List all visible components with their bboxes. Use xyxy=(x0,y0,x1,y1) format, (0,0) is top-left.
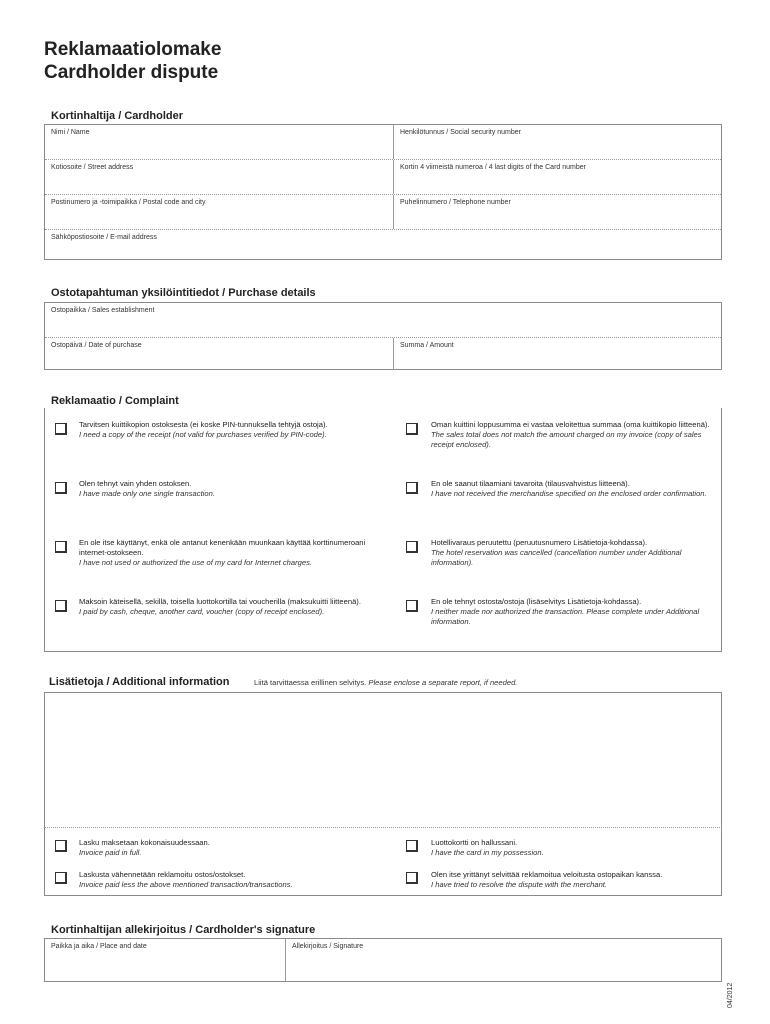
signature-label: Allekirjoitus / Signature xyxy=(292,943,364,950)
additional-checkbox-1[interactable] xyxy=(55,840,67,852)
phone-field[interactable] xyxy=(393,195,721,229)
additional-option-3: Luottokortti on hallussani. I have the card in my possession. xyxy=(431,838,544,857)
place-date-field[interactable] xyxy=(45,939,285,981)
additional-checkbox-4[interactable] xyxy=(406,872,418,884)
card-digits-label: Kortin 4 viimeistä numeroa / 4 last digits of the Card number xyxy=(400,164,586,171)
complaint-checkbox-7[interactable] xyxy=(406,541,418,553)
complaint-checkbox-2[interactable] xyxy=(55,482,67,494)
email-label: Sähköpostiosoite / E-mail address xyxy=(51,234,157,241)
street-field[interactable] xyxy=(45,160,393,194)
additional-note: Liitä tarvittaessa erillinen selvitys. Please enclose a separate report, if needed. xyxy=(254,678,518,687)
complaint-checkbox-1[interactable] xyxy=(55,423,67,435)
complaint-checkbox-5[interactable] xyxy=(406,423,418,435)
form-title-en: Cardholder dispute xyxy=(44,62,219,83)
complaint-option-7: Hotellivaraus peruutettu (peruutusnumero Lisätietoja-kohdassa). The hotel reservation was cancelled (cancellation number under Additional information). xyxy=(431,538,682,567)
additional-option-2: Laskusta vähennetään reklamoitu ostos/ostokset. Invoice paid less the above mentioned transaction/transactions. xyxy=(79,870,293,889)
amount-field[interactable] xyxy=(393,338,721,370)
establishment-label: Ostopaikka / Sales establishment xyxy=(51,307,155,314)
version-code: 04/2012 xyxy=(727,982,734,1008)
complaint-checkbox-3[interactable] xyxy=(55,541,67,553)
signature-field[interactable] xyxy=(285,939,721,981)
purchase-heading: Ostotapahtuman yksilöintitiedot / Purchase details xyxy=(51,287,316,299)
email-field[interactable] xyxy=(45,230,721,262)
additional-option-4: Olen itse yrittänyt selvittää reklamoitua veloitusta ostopaikan kanssa. I have tried to resolve the dispute with the merchant. xyxy=(431,870,663,889)
complaint-option-6: En ole saanut tilaamiani tavaroita (tilausvahvistus liitteenä). I have not received the merchandise specified on the enclosed order confirmation. xyxy=(431,479,707,498)
purchase-box xyxy=(44,302,722,370)
cardholder-heading: Kortinhaltija / Cardholder xyxy=(51,110,184,122)
complaint-heading: Reklamaatio / Complaint xyxy=(51,395,179,407)
complaint-option-1: Tarvitsen kuittikopion ostoksesta (ei koske PIN-tunnuksella tehtyjä ostoja). I need a copy of the receipt (not valid for purchases verified by PIN-code). xyxy=(79,420,328,439)
complaint-checkbox-4[interactable] xyxy=(55,600,67,612)
additional-checkbox-3[interactable] xyxy=(406,840,418,852)
form-title-fi: Reklamaatiolomake xyxy=(44,39,222,60)
postal-field[interactable] xyxy=(45,195,393,229)
street-label: Kotiosoite / Street address xyxy=(51,164,134,171)
place-date-label: Paikka ja aika / Place and date xyxy=(51,943,147,950)
complaint-checkbox-8[interactable] xyxy=(406,600,418,612)
complaint-option-3: En ole itse käyttänyt, enkä ole antanut kenenkään muunkaan käyttää korttinumeroani internet-ostokseen. I have not used or authorized the use of my card for Internet charges. xyxy=(79,538,366,567)
ssn-label: Henkilötunnus / Social security number xyxy=(400,129,522,136)
complaint-option-4: Maksoin käteisellä, sekillä, toisella luottokortilla tai voucherilla (maksukuitti liitteenä). I paid by cash, cheque, another card, voucher (copy of receipt enclosed). xyxy=(79,597,361,616)
complaint-option-5: Oman kuittini loppusumma ei vastaa veloitettua summaa (oma kuittikopio liitteenä). The sales total does not match the amount charged on my invoice (copy of sales receipt enclosed). xyxy=(431,420,710,449)
ssn-field[interactable] xyxy=(393,125,721,159)
cardholder-box xyxy=(44,124,722,260)
purchase-date-field[interactable] xyxy=(45,338,393,370)
signature-heading: Kortinhaltijan allekirjoitus / Cardholder's signature xyxy=(51,924,316,936)
phone-label: Puhelinnumero / Telephone number xyxy=(400,199,511,206)
name-field[interactable] xyxy=(45,125,393,159)
complaint-option-8: En ole tehnyt ostosta/ostoja (lisäselvitys Lisätietoja-kohdassa). I neither made nor authorized the transaction. Please complete under Additional information. xyxy=(431,597,700,626)
postal-label: Postinumero ja -toimipaikka / Postal code and city xyxy=(51,199,206,206)
complaint-checkbox-6[interactable] xyxy=(406,482,418,494)
additional-info-textarea[interactable] xyxy=(44,692,722,828)
amount-label: Summa / Amount xyxy=(400,342,454,349)
card-digits-field[interactable] xyxy=(393,160,721,194)
additional-heading: Lisätietoja / Additional information xyxy=(49,676,230,688)
signature-box xyxy=(44,938,722,982)
purchase-date-label: Ostopäivä / Date of purchase xyxy=(51,342,142,349)
complaint-option-2: Olen tehnyt vain yhden ostoksen. I have made only one single transaction. xyxy=(79,479,215,498)
additional-option-1: Lasku maksetaan kokonaisuudessaan. Invoice paid in full. xyxy=(79,838,210,857)
establishment-field[interactable] xyxy=(45,303,721,337)
additional-checkbox-2[interactable] xyxy=(55,872,67,884)
name-label: Nimi / Name xyxy=(51,129,90,136)
